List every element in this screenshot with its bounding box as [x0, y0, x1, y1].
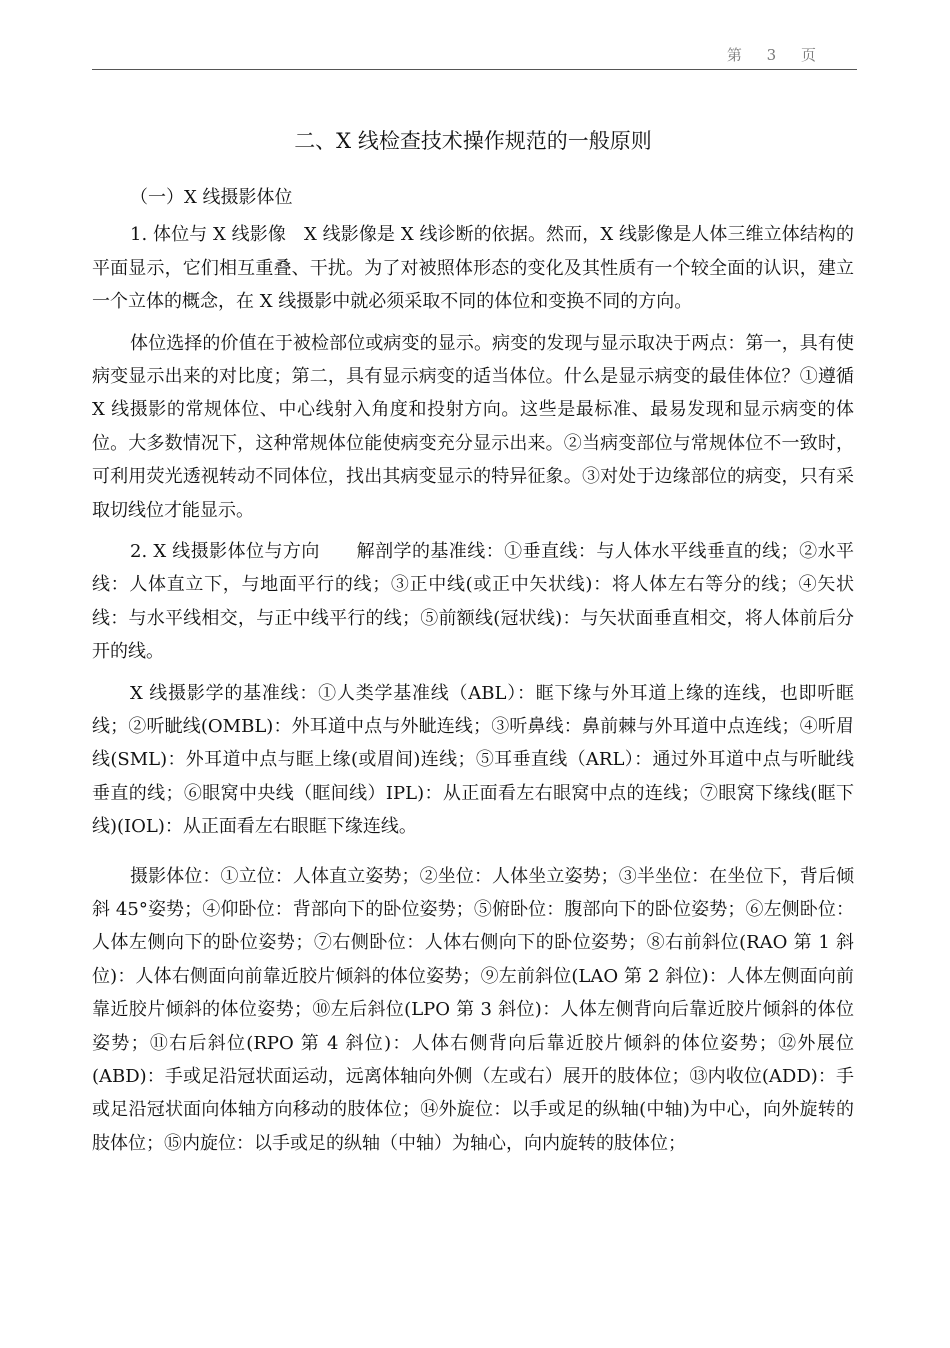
header-rule	[92, 69, 857, 70]
paragraph-position-selection: 体位选择的价值在于被检部位或病变的显示。病变的发现与显示取决于两点：第一，具有使病变显示出来的对比度；第二，具有显示病变的适当体位。什么是显示病变的最佳体位？①遵循 X 线摄影的常规体位、中心线射入角度和投射方向。这些是最标准、最易发现和显示病变的体位。大多数情况下，这种常规体位能使病变充分显示出来。②当病变部位与常规体位不一致时，可利用荧光透视转动不同体位，找出其病变显示的特异征象。③对处于边缘部位的病变，只有采取切线位才能显示。	[92, 332, 854, 521]
document-body	[92, 126, 854, 1160]
chapter-title: 二、X 线检查技术操作规范的一般原则	[294, 129, 652, 153]
section-heading: （一）X 线摄影体位	[130, 186, 293, 208]
paragraph-position-and-image: 1. 体位与 X 线影像 X 线影像是 X 线诊断的依据。然而，X 线影像是人体三维立体结构的平面显示，它们相互重叠、干扰。为了对被照体形态的变化及其性质有一个较全面的认识，建立一个立体的概念，在 X 线摄影中就必须采取不同的体位和变换不同的方向。	[92, 224, 854, 313]
paragraph-positions: 摄影体位：①立位：人体直立姿势；②坐位：人体坐立姿势；③半坐位：在坐位下，背后倾斜 45°姿势；④仰卧位：背部向下的卧位姿势；⑤俯卧位：腹部向下的卧位姿势；⑥左侧卧位：人体左侧向下的卧位姿势；⑦右侧卧位：人体右侧向下的卧位姿势；⑧右前斜位(RAO 第 1 斜位)：人体右侧面向前靠近胶片倾斜的体位姿势；⑨左前斜位(LAO 第 2 斜位)：人体左侧面向前靠近胶片倾斜的体位姿势；⑩左后斜位(LPO 第 3 斜位)：人体左侧背向后靠近胶片倾斜的体位姿势；⑪右后斜位(RPO 第 4 斜位)：人体右侧背向后靠近胶片倾斜的体位姿势；⑫外展位(ABD)：手或足沿冠状面运动，远离体轴向外侧（左或右）展开的肢体位；⑬内收位(ADD)：手或足沿冠状面向体轴方向移动的肢体位；⑭外旋位：以手或足的纵轴(中轴)为中心，向外旋转的肢体位；⑮内旋位：以手或足的纵轴（中轴）为轴心，向内旋转的肢体位；	[92, 865, 854, 1154]
paragraph-radiographic-baselines: X 线摄影学的基准线：①人类学基准线（ABL）：眶下缘与外耳道上缘的连线，也即听眶线；②听眦线(OMBL)：外耳道中点与外眦连线；③听鼻线：鼻前棘与外耳道中点连线；④听眉线(SML)：外耳道中点与眶上缘(或眉间)连线；⑤耳垂直线（ARL）：通过外耳道中点与听眦线垂直的线；⑥眼窝中央线（眶间线）IPL)：从正面看左右眼窝中点的连线；⑦眼窝下缘线(眶下线)(IOL)：从正面看左右眼眶下缘连线。	[92, 682, 854, 838]
paragraph-anatomical-baselines: 2. X 线摄影体位与方向 解剖学的基准线：①垂直线：与人体水平线垂直的线；②水平线：人体直立下，与地面平行的线；③正中线(或正中矢状线)：将人体左右等分的线；④矢状线：与水平线相交，与正中线平行的线；⑤前额线(冠状线)：与矢状面垂直相交，将人体前后分开的线。	[92, 540, 854, 663]
page-number: 第 3 页	[726, 46, 826, 64]
